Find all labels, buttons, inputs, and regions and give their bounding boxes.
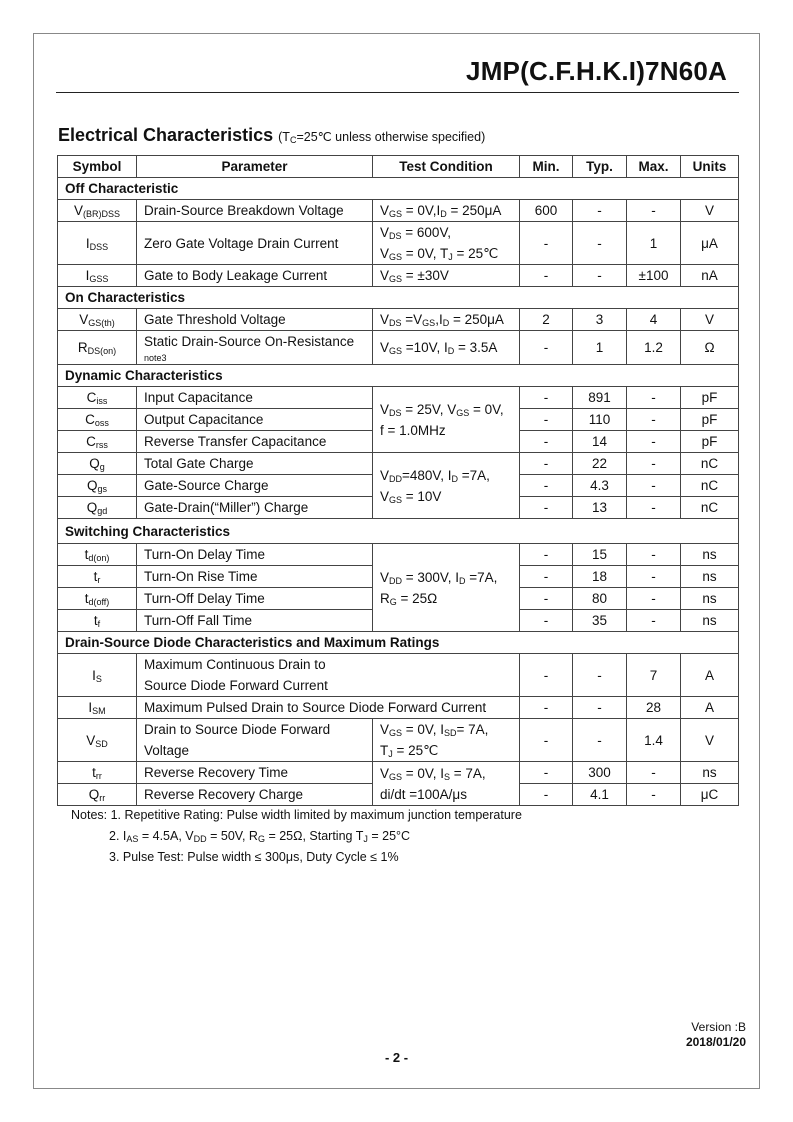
header-test-condition: Test Condition — [373, 156, 520, 178]
section-title — [58, 125, 485, 146]
table-row: $V_{GS(th)}$ Gate Threshold Voltage $V_{DS} =V_{GS},I_D = 250\mu A$ 2 3 4 V — [58, 309, 739, 331]
table-row: $I_{GSS}$ Gate to Body Leakage Current $V_{GS} = \pm 30V$ - - ±100 nA — [58, 265, 739, 287]
version-label: Version :B — [691, 1020, 746, 1034]
revision-date: 2018/01/20 — [685, 1035, 746, 1049]
category-row: On Characteristics — [58, 287, 739, 309]
table-header-row — [58, 156, 739, 178]
page-number: - 2 - — [384, 1050, 409, 1065]
header-rule — [56, 92, 739, 93]
note-2: 2. $I_{AS} = 4.5A$, $V_{DD} = 50V$, $R_G = 25\Omega$, Starting $T_J = 25^\circ C$ — [109, 829, 411, 844]
table-row: $I_{DSS}$ Zero Gate Voltage Drain Current $V_{DS} = 600V$, $V_{GS} = 0V$, $T_J$ = 25℃ - - 1 μA — [58, 222, 739, 265]
table-row: $Q_{gd}$ Gate-Drain(“Miller”) Charge - 13 - nC — [58, 497, 739, 519]
section-condition: ($T_C=25℃$ unless otherwise specified) — [278, 130, 486, 145]
table-row: $t_{rr}$ Reverse Recovery Time $V_{GS} = 0V$, $I_S = 7A$, di/dt =100A/μs - 300 - ns — [58, 762, 739, 784]
electrical-characteristics-table — [57, 155, 739, 806]
table-row: $Q_{rr}$ Reverse Recovery Charge - 4.1 - μC — [58, 784, 739, 806]
header-typ: Typ. — [573, 156, 627, 178]
table-row: $V_{(BR)DSS}$ Drain-Source Breakdown Voltage $V_{GS} = 0V,I_D = 250\mu A$ 600 - - V — [58, 200, 739, 222]
table-row: $I_S$ Maximum Continuous Drain to Source Diode Forward Current - - 7 A — [58, 654, 739, 697]
note-ref: note3 — [144, 353, 167, 363]
note-1: Notes: 1. Repetitive Rating: Pulse width limited by maximum junction temperature — [71, 808, 522, 822]
table-row: $Q_g$ Total Gate Charge $V_{DD}=480V$, $I_D =7A$, $V_{GS} = 10V$ - 22 - nC — [58, 453, 739, 475]
header-parameter: Parameter — [137, 156, 373, 178]
table-row: $C_{iss}$ Input Capacitance $V_{DS} = 25V$, $V_{GS} = 0V$, f = 1.0MHz - 891 - pF — [58, 387, 739, 409]
table-row: $t_{d(off)}$ Turn-Off Delay Time - 80 - ns — [58, 588, 739, 610]
table-row: $C_{oss}$ Output Capacitance - 110 - pF — [58, 409, 739, 431]
table-row: $V_{SD}$ Drain to Source Diode Forward Voltage $V_{GS} = 0V$, $I_{SD}= 7A$, $T_J$ = 25℃ - - 1.4 V — [58, 719, 739, 762]
category-row: Drain-Source Diode Characteristics and Maximum Ratings — [58, 632, 739, 654]
header-units: Units — [681, 156, 739, 178]
table-row: $t_f$ Turn-Off Fall Time - 35 - ns — [58, 610, 739, 632]
category-row: Dynamic Characteristics — [58, 365, 739, 387]
version-block — [686, 1020, 746, 1050]
header-min: Min. — [520, 156, 573, 178]
note-3: 3. Pulse Test: Pulse width ≤ 300μs, Duty Cycle ≤ 1% — [109, 850, 399, 864]
table-row: $R_{DS(on)}$ Static Drain-Source On-Resistance note3 $V_{GS} =10V$, $I_D = 3.5A$ - 1 1.2 Ω — [58, 331, 739, 365]
notes — [71, 805, 522, 868]
category-row: Off Characteristic — [58, 178, 739, 200]
table-row: $C_{rss}$ Reverse Transfer Capacitance - 14 - pF — [58, 431, 739, 453]
category-row: Switching Characteristics — [58, 519, 739, 544]
part-number: JMP(C.F.H.K.I)7N60A — [466, 56, 727, 86]
section-title-text: Electrical Characteristics — [58, 125, 274, 145]
table-row: $I_{SM}$ Maximum Pulsed Drain to Source Diode Forward Current - - 28 A — [58, 697, 739, 719]
header-symbol: Symbol — [58, 156, 137, 178]
table-row: $t_r$ Turn-On Rise Time - 18 - ns — [58, 566, 739, 588]
table-row: $t_{d(on)}$ Turn-On Delay Time $V_{DD} = 300V$, $I_D =7A$, $R_G = 25\Omega$ - 15 - ns — [58, 544, 739, 566]
table-row: $Q_{gs}$ Gate-Source Charge - 4.3 - nC — [58, 475, 739, 497]
header-max: Max. — [627, 156, 681, 178]
